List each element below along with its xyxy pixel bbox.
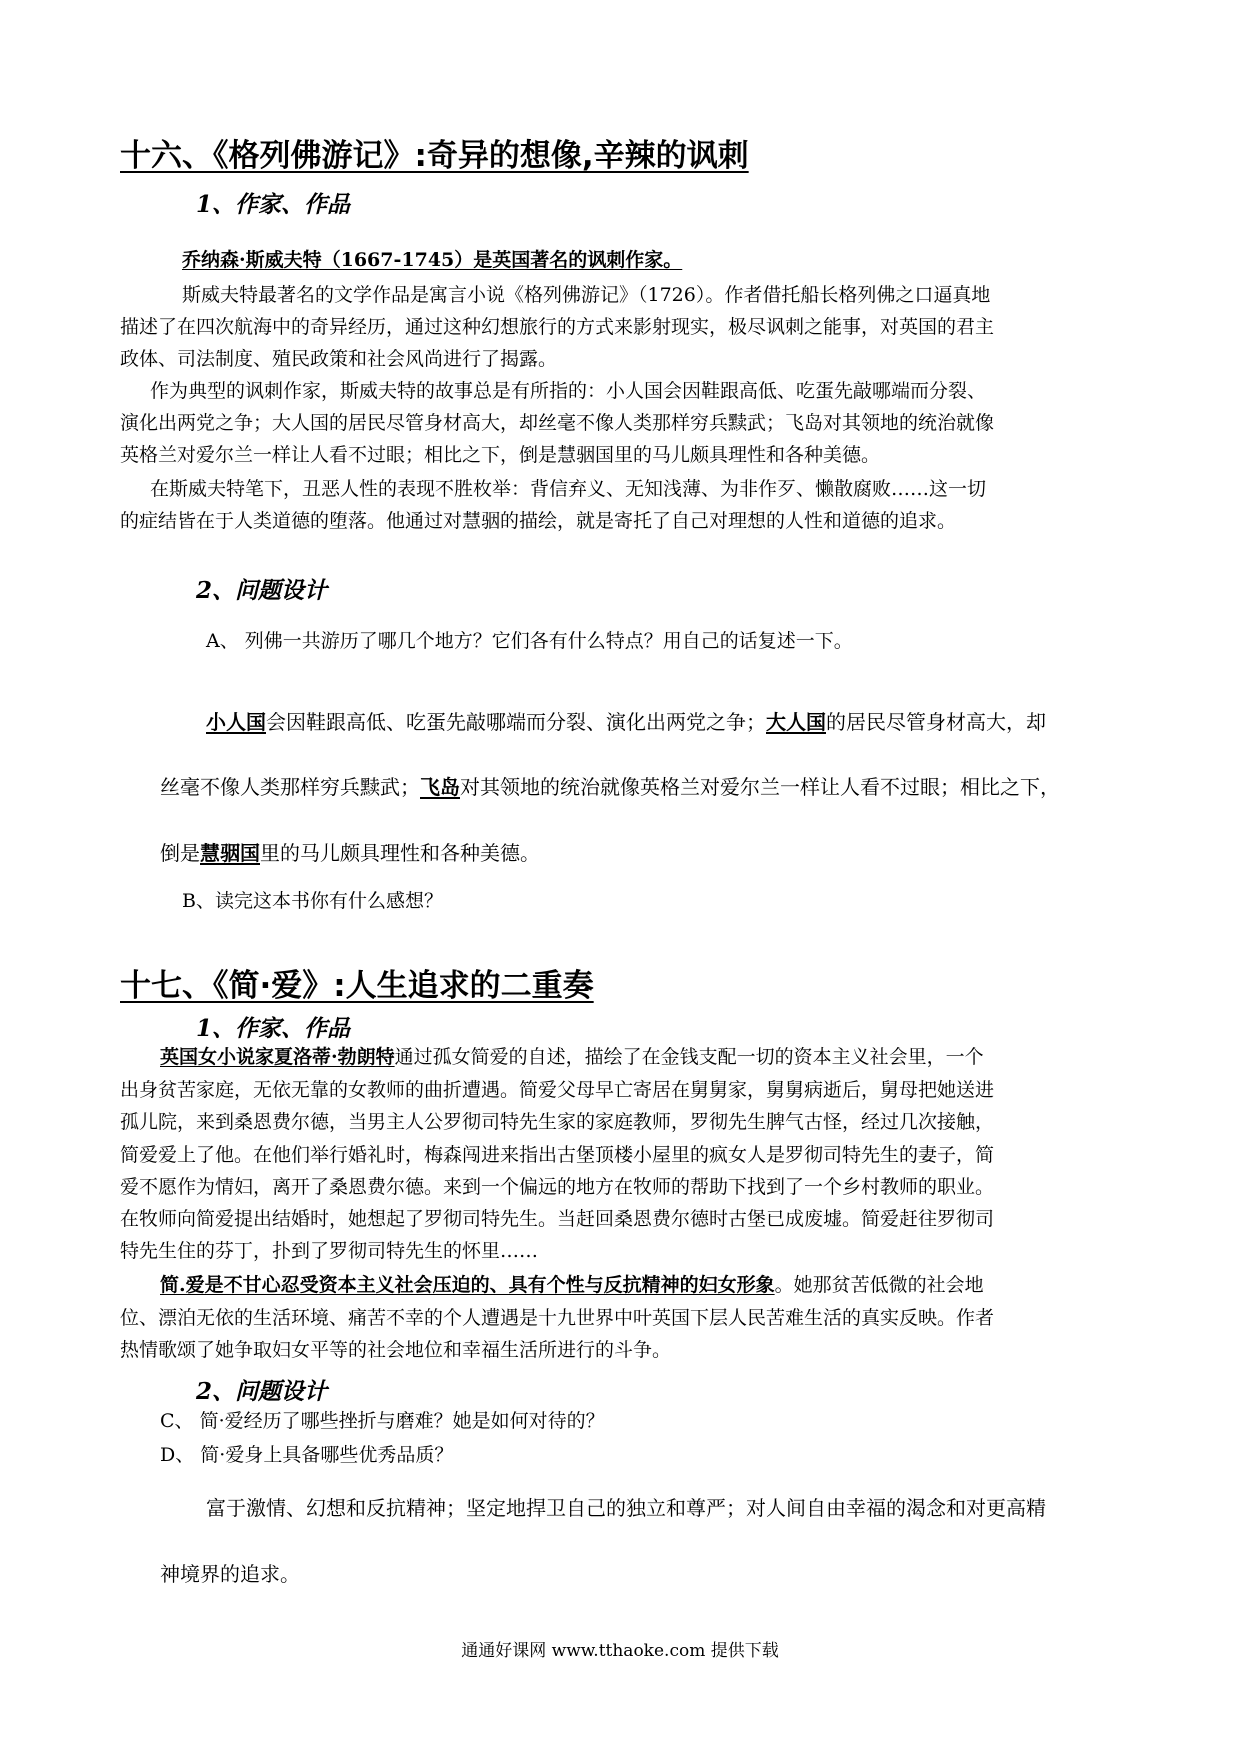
section-16-subheading-author: 1、作家、作品 [196,191,351,218]
answer-term: 小人国 [206,710,266,734]
answer-line-1: 富于激情、幻想和反抗精神；坚定地捍卫自己的独立和尊严；对人间自由幸福的渴念和对更高精 [206,1496,1046,1520]
paragraph-line: 热情歌颂了她争取妇女平等的社会地位和幸福生活所进行的斗争。 [120,1339,672,1361]
paragraph-line: 出身贫苦家庭，无依无靠的女教师的曲折遭遇。简爱父母早亡寄居在舅舅家，舅舅病逝后，舅母把她送进 [120,1079,995,1101]
paragraph-line: 作为典型的讽刺作家，斯威夫特的故事总是有所指的：小人国会因鞋跟高低、吃蛋先敲哪端而分裂、 [150,380,987,402]
section-17-subheading-questions: 2、问题设计 [196,1378,328,1405]
answer-line-1 [206,712,1046,732]
answer-term: 飞岛 [420,775,460,799]
paragraph-line: 英格兰对爱尔兰一样让人看不过眼；相比之下，倒是慧骃国里的马儿颇具理性和各种美德。 [120,444,881,466]
answer-text: 里的马儿颇具理性和各种美德。 [260,841,540,865]
paragraph-text: 通过孤女简爱的自述，描绘了在金钱支配一切的资本主义社会里，一个 [394,1046,984,1068]
answer-line-3 [160,843,540,863]
paragraph-line [160,1048,984,1067]
paragraph-line: 演化出两党之争；大人国的居民尽管身材高大，却丝毫不像人类那样穷兵黩武；飞岛对其领地的统治就像 [120,412,995,434]
section-16-title: 十六、《格列佛游记》:奇异的想像,辛辣的讽刺 [120,138,749,174]
paragraph-line: 特先生住的芬丁，扑到了罗彻司特先生的怀里…… [120,1240,539,1262]
answer-text: 丝毫不像人类那样穷兵黩武； [160,775,420,799]
page-footer: 通通好课网 www.tthaoke.com 提供下载 [461,1641,779,1661]
answer-term: 大人国 [766,710,826,734]
paragraph-line: 在牧师向简爱提出结婚时，她想起了罗彻司特先生。当赶回桑恩费尔德时古堡已成废墟。简爱赶往罗彻司 [120,1208,995,1230]
answer-text: 倒是 [160,841,200,865]
section-17-subheading-author: 1、作家、作品 [196,1015,351,1042]
paragraph-line [160,1276,984,1295]
author-name: 英国女小说家夏洛蒂·勃朗特 [160,1046,395,1068]
paragraph-line: 爱不愿作为情妇，离开了桑恩费尔德。来到一个偏远的地方在牧师的帮助下找到了一个乡村教师的职业。 [120,1176,995,1198]
question-b: B、读完这本书你有什么感想？ [182,890,443,912]
answer-term: 慧骃国 [200,841,260,865]
paragraph-line: 政体、司法制度、殖民政策和社会风尚进行了揭露。 [120,348,558,370]
paragraph-line: 描述了在四次航海中的奇异经历，通过这种幻想旅行的方式来影射现实，极尽讽刺之能事，对英国的君主 [120,316,995,338]
paragraph-text: 。她那贫苦低微的社会地 [774,1274,984,1296]
key-statement: 简.爱是不甘心忍受资本主义社会压迫的、具有个性与反抗精神的妇女形象 [160,1274,775,1296]
answer-line-2: 神境界的追求。 [160,1562,300,1586]
answer-text: 对其领地的统治就像英格兰对爱尔兰一样让人看不过眼；相比之下， [460,775,1060,799]
answer-text: 的居民尽管身材高大，却 [826,710,1046,734]
paragraph-line: 在斯威夫特笔下，丑恶人性的表现不胜枚举：背信弃义、无知浅薄、为非作歹、懒散腐败……这一切 [150,478,987,500]
paragraph-line: 位、漂泊无依的生活环境、痛苦不幸的个人遭遇是十九世界中叶英国下层人民苦难生活的真实反映。作者 [120,1307,995,1329]
paragraph-line: 斯威夫特最著名的文学作品是寓言小说《格列佛游记》（1726）。作者借托船长格列佛之口逼真地 [182,284,991,306]
answer-line-2 [160,777,1060,797]
section-16-subheading-questions: 2、问题设计 [196,577,328,604]
author-intro-line: 乔纳森·斯威夫特（1667-1745）是英国著名的讽刺作家。 [182,249,683,271]
answer-text: 会因鞋跟高低、吃蛋先敲哪端而分裂、演化出两党之争； [266,710,766,734]
question-d: D、 简·爱身上具备哪些优秀品质？ [160,1444,454,1466]
question-c: C、 简·爱经历了哪些挫折与磨难？她是如何对待的？ [160,1410,605,1432]
paragraph-line: 孤儿院，来到桑恩费尔德，当男主人公罗彻司特先生家的家庭教师，罗彻先生脾气古怪，经过几次接触， [120,1111,995,1133]
paragraph-line: 的症结皆在于人类道德的堕落。他通过对慧骃的描绘，就是寄托了自己对理想的人性和道德的追求。 [120,510,957,532]
section-17-title: 十七、《简·爱》:人生追求的二重奏 [120,968,594,1004]
paragraph-line: 简爱爱上了他。在他们举行婚礼时，梅森闯进来指出古堡顶楼小屋里的疯女人是罗彻司特先生的妻子，简 [120,1144,995,1166]
question-a: A、 列佛一共游历了哪几个地方？它们各有什么特点？用自己的话复述一下。 [206,630,853,652]
